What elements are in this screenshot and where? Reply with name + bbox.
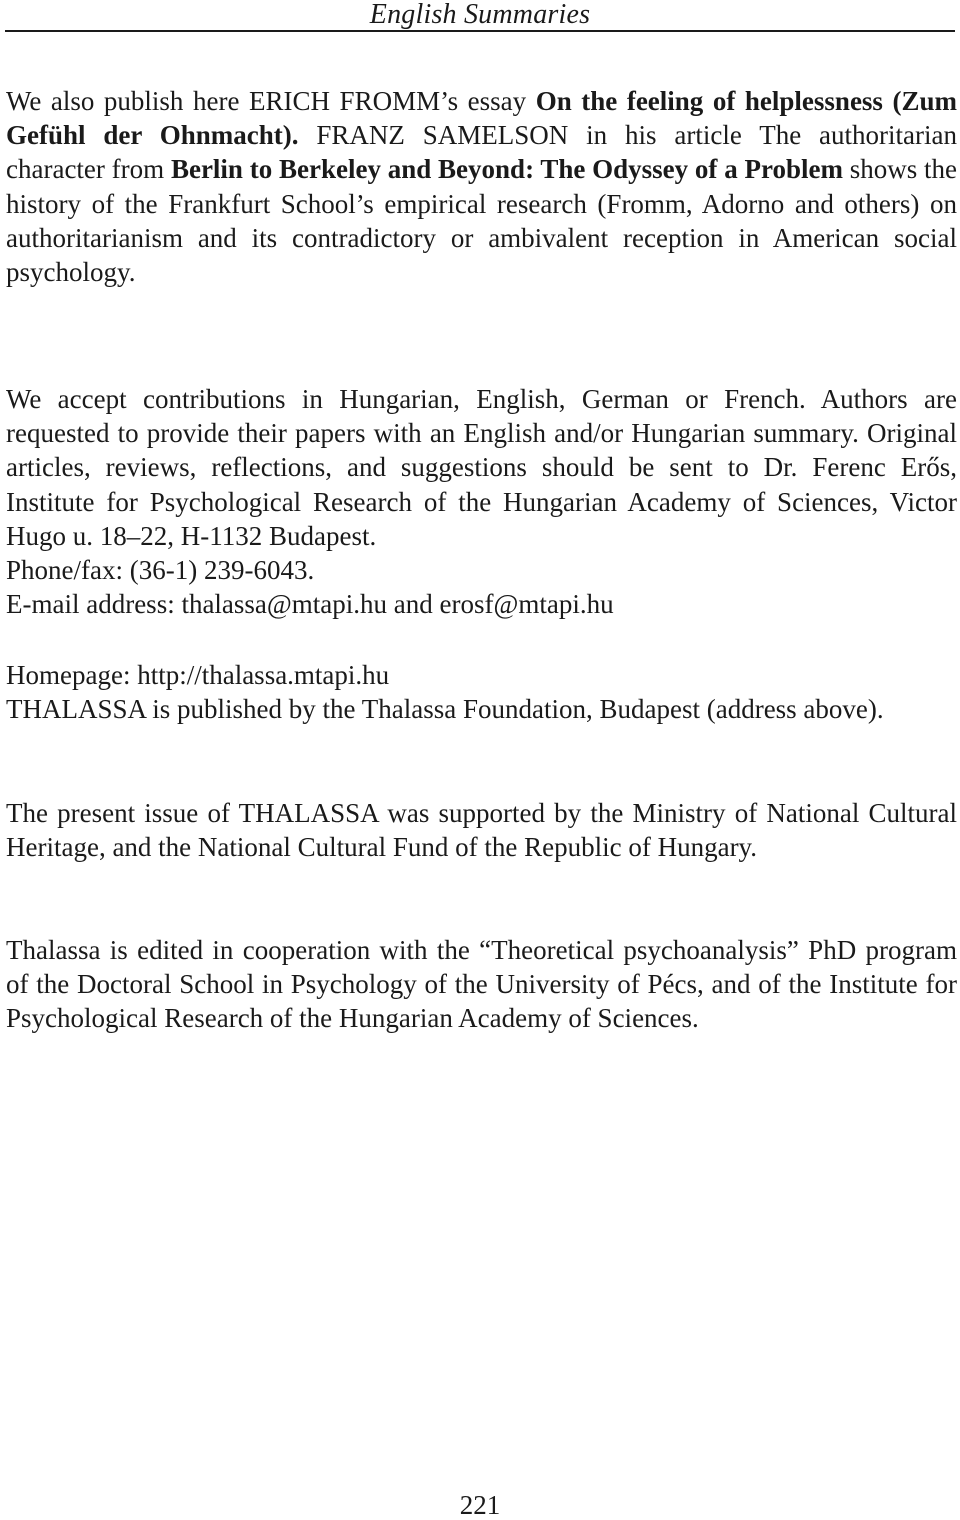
- running-header-title: English Summaries: [369, 0, 591, 30]
- article-title: Berlin to Berkeley and Beyond: The Odyssey of a Problem: [170, 154, 843, 185]
- phone-fax-line: Phone/fax: (36-1) 239-6043.: [6, 555, 315, 586]
- running-header: [0, 0, 960, 30]
- homepage-line: Homepage: http://thalassa.mtapi.hu: [6, 660, 390, 690]
- contributions-paragraph: We accept contributions in Hungarian, English, German or French. Authors are requested to provide their papers with an English and/or Hungarian summary. Original articles, reviews, reflections, and suggestions should be sent to Dr. Ferenc Erős, Institute for Psychological Research of the Hungarian Academy of Sciences, Victor Hugo u. 18–22, H-1132 Budapest.: [6, 384, 957, 551]
- paragraph-text: shows the history of the Frankfurt School’s empirical research (Fromm, Adorno and others) on authoritarianism and its contradictory or ambivalent reception in American social psychology.: [6, 154, 958, 288]
- paragraph-fromm-samelson: [6, 84, 957, 289]
- paragraph-text: We also publish here ERICH FROMM’s essay: [6, 86, 536, 116]
- header-rule: [5, 30, 955, 32]
- cooperation-paragraph: Thalassa is edited in cooperation with the “Theoretical psychoanalysis” PhD program of the Doctoral School in Psychology of the University of Pécs, and of the Institute for Psychological Research of the Hungarian Academy of Sciences.: [6, 935, 957, 1034]
- email-line: E-mail address: thalassa@mtapi.hu and erosf@mtapi.hu: [6, 589, 614, 620]
- support-paragraph: The present issue of THALASSA was supported by the Ministry of National Cultural Heritage, and the National Cultural Fund of the Republic of Hungary.: [6, 798, 957, 863]
- publisher-paragraph: THALASSA is published by the Thalassa Foundation, Budapest (address above).: [6, 694, 884, 725]
- essay-title: On the feeling of helplessness (Zum Gefühl der Ohnmacht).: [6, 86, 958, 151]
- cooperation-block: [6, 933, 957, 1036]
- paragraph-text: FRANZ SAMELSON in his article The authoritarian character from: [6, 120, 957, 185]
- page-number: 221: [459, 1490, 501, 1520]
- homepage-block: [6, 658, 957, 726]
- contributions-block: [6, 382, 957, 621]
- support-block: [6, 796, 957, 864]
